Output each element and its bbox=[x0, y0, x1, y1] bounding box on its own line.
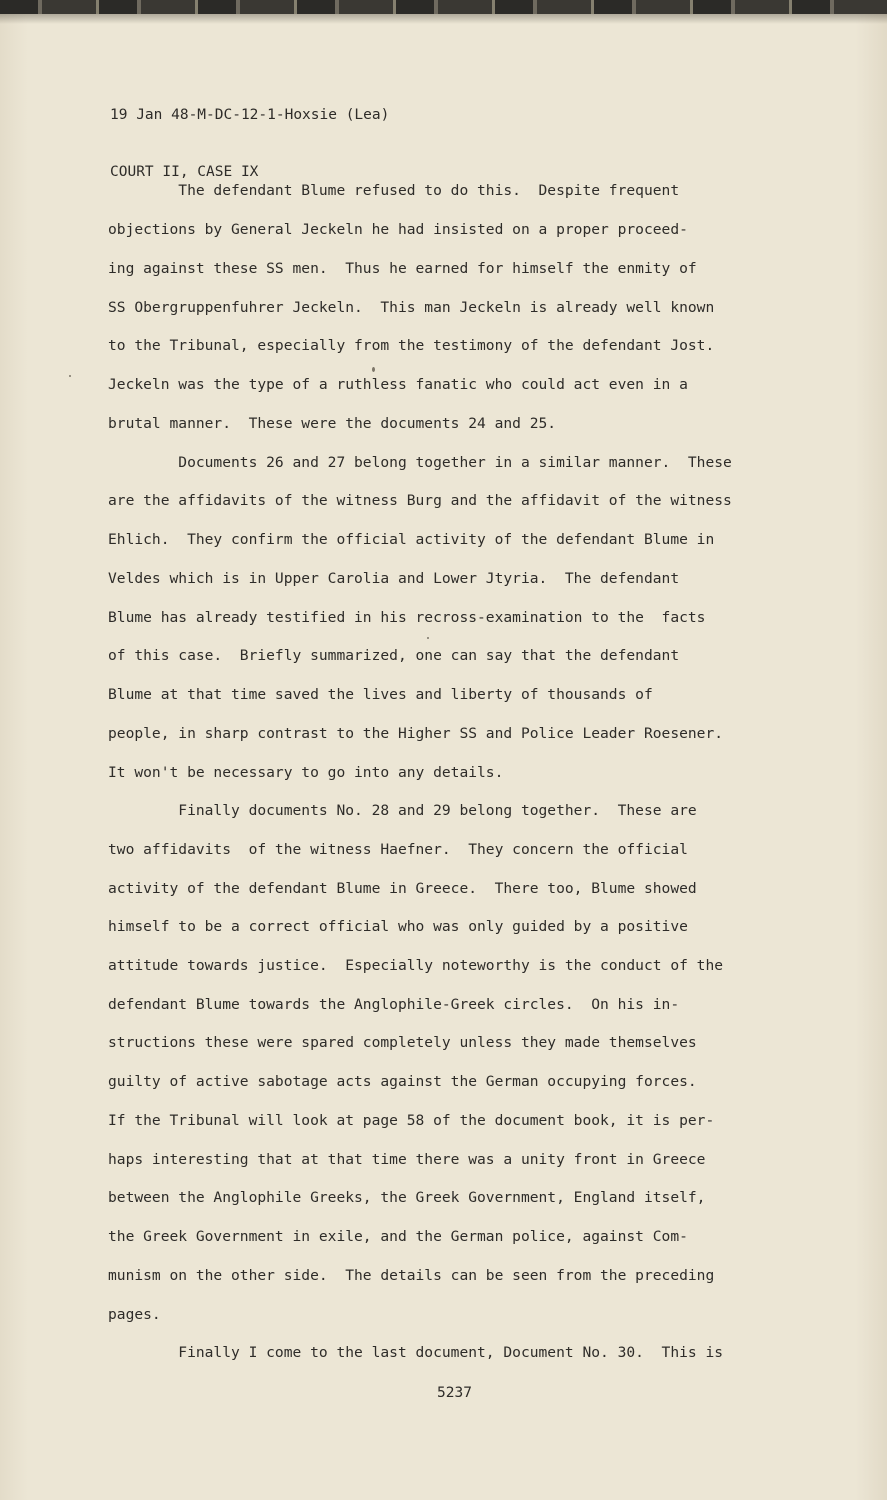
header-line-2: COURT II, CASE IX bbox=[110, 164, 259, 180]
body-line: The defendant Blume refused to do this. Despite frequent bbox=[108, 182, 680, 199]
body-line: structions these were spared completely unless they made themselves bbox=[108, 1034, 697, 1051]
body-line: pages. bbox=[108, 1306, 161, 1323]
body-line: munism on the other side. The details can be seen from the preceding bbox=[108, 1267, 715, 1284]
body-line: people, in sharp contrast to the Higher SS and Police Leader Roesener. bbox=[108, 725, 724, 742]
body-line: haps interesting that at that time there was a unity front in Greece bbox=[108, 1151, 706, 1168]
body-line: Veldes which is in Upper Carolia and Lower Jtyria. The defendant bbox=[108, 570, 680, 587]
body-line: two affidavits of the witness Haefner. They concern the official bbox=[108, 841, 688, 858]
body-line: the Greek Government in exile, and the German police, against Com- bbox=[108, 1228, 688, 1245]
scan-edge-shadow bbox=[0, 14, 887, 24]
page-number: 5237 bbox=[437, 1385, 472, 1401]
body-line: between the Anglophile Greeks, the Greek Government, England itself, bbox=[108, 1189, 706, 1206]
body-line: Ehlich. They confirm the official activity of the defendant Blume in bbox=[108, 531, 715, 548]
body-line: Blume at that time saved the lives and liberty of thousands of bbox=[108, 686, 653, 703]
ink-speck bbox=[69, 375, 71, 377]
body-line: ing against these SS men. Thus he earned for himself the enmity of bbox=[108, 260, 697, 277]
body-line: attitude towards justice. Especially noteworthy is the conduct of the bbox=[108, 957, 724, 974]
ink-speck bbox=[372, 367, 375, 372]
body-line: Jeckeln was the type of a ruthless fanatic who could act even in a bbox=[108, 376, 688, 393]
body-line: Finally I come to the last document, Document No. 30. This is bbox=[108, 1344, 724, 1361]
scan-edge-strip bbox=[0, 0, 887, 14]
body-line: objections by General Jeckeln he had insisted on a proper proceed- bbox=[108, 221, 688, 238]
body-line: It won't be necessary to go into any details. bbox=[108, 764, 504, 781]
body-line: activity of the defendant Blume in Greece. There too, Blume showed bbox=[108, 880, 697, 897]
body-line: brutal manner. These were the documents 24 and 25. bbox=[108, 415, 557, 432]
body-line: Blume has already testified in his recross-examination to the facts bbox=[108, 609, 706, 626]
body-line: himself to be a correct official who was only guided by a positive bbox=[108, 918, 688, 935]
body-line: If the Tribunal will look at page 58 of the document book, it is per- bbox=[108, 1112, 715, 1129]
body-line: SS Obergruppenfuhrer Jeckeln. This man Jeckeln is already well known bbox=[108, 299, 715, 316]
body-line: of this case. Briefly summarized, one can say that the defendant bbox=[108, 647, 680, 664]
header-line-1: 19 Jan 48-M-DC-12-1-Hoxsie (Lea) bbox=[110, 107, 390, 123]
ink-speck bbox=[427, 637, 429, 639]
body-line: Documents 26 and 27 belong together in a similar manner. These bbox=[108, 454, 732, 471]
body-line: to the Tribunal, especially from the testimony of the defendant Jost. bbox=[108, 337, 715, 354]
body-line: are the affidavits of the witness Burg and the affidavit of the witness bbox=[108, 492, 732, 509]
body-line: Finally documents No. 28 and 29 belong together. These are bbox=[108, 802, 697, 819]
body-line: guilty of active sabotage acts against the German occupying forces. bbox=[108, 1073, 697, 1090]
body-line: defendant Blume towards the Anglophile-Greek circles. On his in- bbox=[108, 996, 680, 1013]
